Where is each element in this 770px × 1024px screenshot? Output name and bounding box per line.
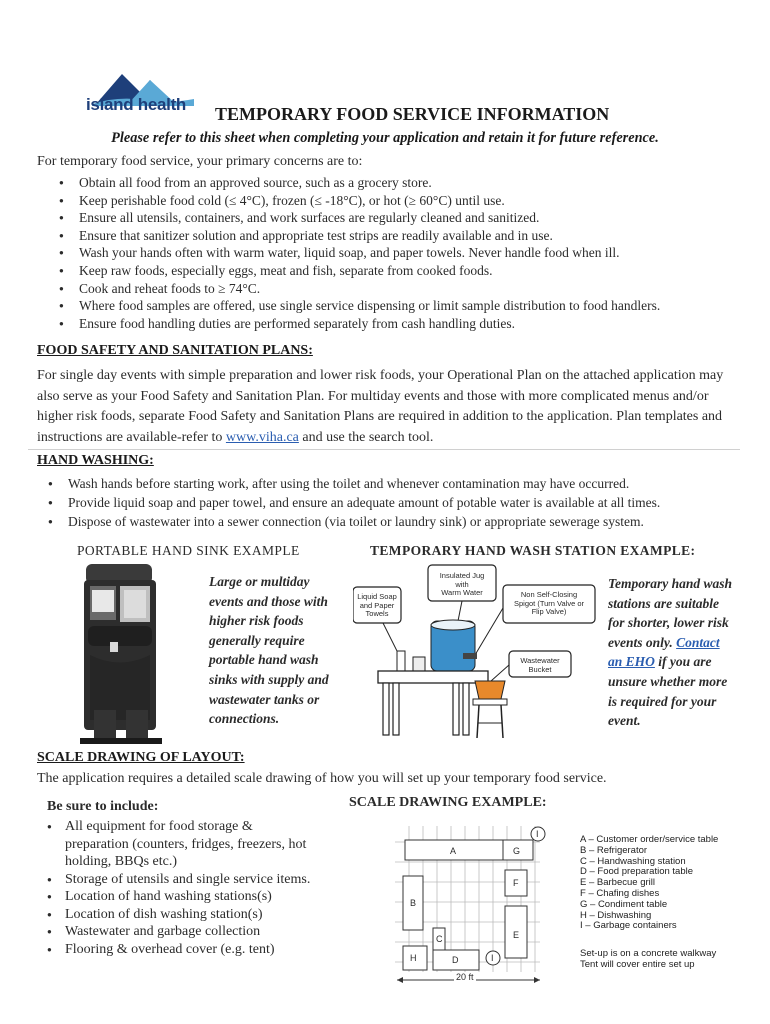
scale-drawing-intro: The application requires a detailed scale drawing of how you will set up your temporary food service. <box>37 771 607 786</box>
list-item: ● Provide liquid soap and paper towel, and ensure an adequate amount of potable water is available at all times. <box>48 493 660 512</box>
box-c-label: C <box>436 934 443 944</box>
box-a-label: A <box>450 846 457 856</box>
list-item: ● Dispose of wastewater into a sewer connection (via toilet or laundry sink) or appropriate sewerage system. <box>48 512 660 531</box>
legend-item: A – Customer order/service table <box>580 834 719 845</box>
box-g-label: G <box>513 846 521 856</box>
list-item: ● Cook and reheat foods to ≥ 74°C. <box>59 280 660 298</box>
description-line: for shorter, lower risk <box>608 615 729 631</box>
description-line: Large or multiday <box>209 574 310 589</box>
list-item: ● Keep perishable food cold (≤ 4°C), frozen (≤ -18°C), or hot (≥ 60°C) until use. <box>59 192 660 210</box>
scale-drawing-grid <box>395 822 555 984</box>
label-line: Wastewater <box>520 656 560 665</box>
description-line: higher risk foods <box>209 613 304 629</box>
list-item: ● Location of dish washing station(s) <box>47 906 317 924</box>
scale-example-caption: SCALE DRAWING EXAMPLE: <box>349 795 547 810</box>
list-item: ● Where food samples are offered, use single service dispensing or limit sample distribution to food handlers. <box>59 297 660 315</box>
description-line: events and those with <box>209 593 328 609</box>
description-line: unsure whether more <box>608 673 728 689</box>
logo-text: island health <box>86 95 187 114</box>
food-safety-paragraph <box>37 366 727 448</box>
label-line: Towels <box>365 609 389 619</box>
dimension-label: 20 ft <box>456 972 474 982</box>
scale-drawing-diagram <box>395 822 555 984</box>
jug-label <box>428 572 496 598</box>
contact-link[interactable]: Contact <box>676 634 720 650</box>
label-line: with <box>455 579 469 589</box>
description-line: sinks with supply and <box>209 671 329 687</box>
label-line: Non Self-Closing <box>520 590 578 599</box>
portable-hand-sink-illustration <box>80 560 162 745</box>
temp-station-caption: TEMPORARY HAND WASH STATION EXAMPLE: <box>370 543 696 558</box>
legend-item: G – Condiment table <box>580 898 668 910</box>
food-safety-text: For single day events with simple preparation and lower risk foods, your Operational Plan on the attached application may also serve as your Food Safety and Sanitation Plan. For multiday events and those with more complicated menus and/or higher risk foods, separate Food Safety and Sanitation Plans are required in addition to the application. Plan templates and instructions are available-refer to <box>37 368 724 445</box>
hand-washing-list <box>48 474 660 531</box>
legend-item: E – Barbecue grill <box>580 877 655 889</box>
eho-link[interactable]: an EHO <box>608 654 655 670</box>
legend-item: F – Chafing dishes <box>580 887 660 899</box>
page-title: TEMPORARY FOOD SERVICE INFORMATION <box>215 104 610 124</box>
description-line: wastewater tanks or <box>209 691 320 707</box>
soap-label <box>353 593 401 619</box>
list-item: ● Wash your hands often with warm water, liquid soap, and paper towels. Never handle food when ill. <box>59 244 660 262</box>
note-line: Tent will cover entire set up <box>580 959 695 970</box>
portable-sink-description <box>209 572 329 729</box>
label-line: Flip Valve) <box>531 607 567 617</box>
label-line: Insulated Jug <box>439 571 485 580</box>
label-line: Bucket <box>528 664 552 674</box>
box-i-label: I <box>536 829 539 839</box>
description-line: stations are suitable <box>608 595 720 611</box>
legend-item: C – Handwashing station <box>580 855 686 867</box>
list-item: ● Location of hand washing stations(s) <box>47 888 317 906</box>
divider <box>28 449 740 450</box>
concerns-list <box>59 174 660 332</box>
food-safety-text-end: and use the search tool. <box>298 429 434 445</box>
list-item: ● All equipment for food storage & preparation (counters, fridges, freezers, hot holding, BBQs etc.) <box>47 818 317 871</box>
viha-link[interactable]: www.viha.ca <box>225 429 299 445</box>
legend-item: I – Garbage containers <box>580 920 677 932</box>
box-h-label: H <box>410 953 417 963</box>
box-d-label: D <box>452 955 459 965</box>
list-item: ● Flooring & overhead cover (e.g. tent) <box>47 941 317 959</box>
description-line: connections. <box>209 711 280 727</box>
description-line: portable hand wash <box>209 652 319 668</box>
list-item: ● Ensure that sanitizer solution and appropriate test strips are readily available and in use. <box>59 227 660 245</box>
box-e-label: E <box>513 930 520 940</box>
page-subtitle: Please refer to this sheet when completing your application and retain it for future reference. <box>111 130 659 146</box>
box-i-label: I <box>491 953 494 963</box>
box-f-label: F <box>513 878 519 888</box>
list-item: ● Wastewater and garbage collection <box>47 923 317 941</box>
description-text: events only. <box>608 634 673 650</box>
spigot-label <box>503 591 595 617</box>
label-line: Warm Water <box>441 588 483 598</box>
list-item: ● Wash hands before starting work, after using the toilet and whenever contamination may have occurred. <box>48 474 660 493</box>
food-safety-heading: FOOD SAFETY AND SANITATION PLANS: <box>37 343 313 358</box>
description-line: generally require <box>209 632 305 648</box>
description-line: event. <box>608 713 641 729</box>
description-line: is required for your <box>608 693 717 709</box>
bucket-label <box>509 657 571 674</box>
portable-sink-caption: PORTABLE HAND SINK EXAMPLE <box>77 543 300 558</box>
scale-drawing-heading: SCALE DRAWING OF LAYOUT: <box>37 750 245 765</box>
label-line: Spigot (Turn Valve or <box>513 598 585 608</box>
intro-text: For temporary food service, your primary concerns are to: <box>37 154 363 169</box>
legend-item: B – Refrigerator <box>580 844 648 856</box>
include-heading: Be sure to include: <box>47 799 159 814</box>
include-list <box>47 818 317 958</box>
legend-item: H – Dishwashing <box>580 909 652 921</box>
scale-drawing-note <box>580 948 716 970</box>
list-item: ● Ensure food handling duties are performed separately from cash handling duties. <box>59 315 660 333</box>
box-b-label: B <box>410 898 417 908</box>
description-text: if you are <box>654 654 712 670</box>
list-item: ● Obtain all food from an approved source, such as a grocery store. <box>59 174 660 192</box>
label-line: Liquid Soap <box>357 592 397 601</box>
hand-washing-heading: HAND WASHING: <box>37 453 154 468</box>
note-line: Set-up is on a concrete walkway <box>580 948 717 959</box>
scale-drawing-legend <box>580 835 718 932</box>
list-item: ● Keep raw foods, especially eggs, meat and fish, separate from cooked foods. <box>59 262 660 280</box>
description-line <box>608 633 758 653</box>
list-item: ● Storage of utensils and single service items. <box>47 871 317 889</box>
temp-station-description <box>608 574 758 731</box>
list-item: ● Ensure all utensils, containers, and work surfaces are regularly cleaned and sanitized. <box>59 209 660 227</box>
legend-item: D – Food preparation table <box>580 866 694 878</box>
description-line: Temporary hand wash <box>608 576 733 591</box>
description-line <box>608 652 758 672</box>
label-line: and Paper <box>359 600 395 610</box>
